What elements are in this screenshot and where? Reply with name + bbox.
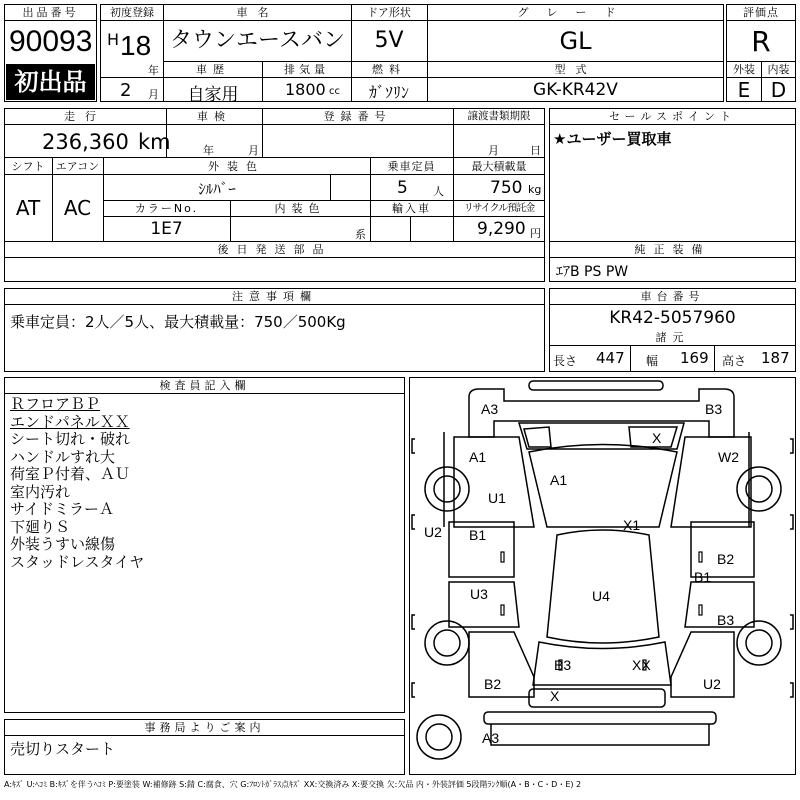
chassis-value: KR42-5057960 — [609, 308, 736, 328]
car-name-value: タウンエースバン — [170, 28, 345, 53]
exterior-color-label: 外装色 — [104, 159, 369, 174]
exterior-grade-label: 外装 — [727, 62, 761, 77]
max-load-unit: kg — [528, 183, 542, 196]
door-label: ドア形状 — [352, 5, 426, 20]
car-outline-drawing — [409, 377, 796, 775]
mark-front-right-corner: B3 — [705, 401, 723, 417]
width-value: 169 — [680, 349, 709, 367]
mileage-value: 236,360 — [42, 130, 129, 154]
mileage-label: 走行 — [5, 109, 165, 124]
mark-cargo-floor: U4 — [592, 588, 610, 604]
length-value: 447 — [596, 349, 625, 367]
equipment-label: 純正装備 — [550, 242, 795, 257]
sales-point-label: セールスポイント — [550, 109, 795, 124]
note-line: 下廻りＳ — [10, 517, 71, 536]
registration-year-unit: 年 — [148, 64, 159, 77]
door-value: 5V — [374, 28, 404, 53]
mark-right-door: B2 — [717, 551, 735, 567]
model-code-label: 型式 — [428, 62, 723, 77]
mileage-unit: km — [138, 130, 171, 154]
registration-label: 初度登録 — [101, 5, 163, 20]
displacement-label: 排気量 — [263, 62, 350, 77]
recycle-unit: 円 — [530, 227, 541, 240]
equipment-value: ｴｱB PS PW — [556, 264, 629, 280]
office-value: 売切りスタート — [10, 740, 116, 758]
office-label: 事務局よりご案内 — [5, 720, 404, 735]
caution-value: 乗車定員：2人／5人、最大積載量：750／500Kg — [10, 313, 346, 331]
score-label: 評価点 — [727, 5, 795, 20]
grade-label: グレード — [428, 5, 723, 20]
mark-rear-left-quarter: B2 — [484, 676, 502, 692]
transfer-month-unit: 月 — [488, 144, 499, 157]
history-label: 車歴 — [165, 62, 261, 77]
displacement-value: 1800 — [285, 80, 326, 99]
mark-windshield-right: X — [652, 430, 662, 446]
interior-grade-value: D — [770, 78, 787, 102]
damage-legend: A:ｷｽﾞ U:ﾍｺﾐ B:ｷｽﾞを伴うﾍｺﾐ P:要塗装 W:補修跡 S:錆 C:腐食、穴 G:ﾌﾛﾝﾄｶﾞﾗｽ点ｷｽﾞ XX:交換済み X:要交換 欠:欠品 内・外装評価 5段階ﾗﾝｸ順(A・B・C・D・E) 2 — [4, 780, 582, 789]
note-line: シート切れ・破れ — [10, 430, 131, 448]
shift-label: シフト — [5, 159, 51, 174]
transfer-docs-label: 譲渡書類期限 — [454, 109, 544, 124]
note-line: 外装うすい線傷 — [10, 535, 116, 553]
mark-roof-rear: X1 — [623, 517, 641, 533]
mark-right-fender: W2 — [718, 449, 739, 465]
registration-month: 2 — [120, 80, 132, 101]
score-value: R — [751, 25, 771, 58]
exterior-grade-value: E — [737, 78, 751, 102]
inspection-month-unit: 月 — [248, 144, 259, 157]
mark-rear-left-panel: B3 — [554, 657, 572, 673]
color-no-label: カラーNo. — [104, 201, 229, 216]
mark-front-left-corner: A3 — [481, 401, 499, 417]
reg-number-label: 登録番号 — [263, 109, 452, 124]
car-name-label: 車名 — [165, 5, 350, 20]
mark-left-fender: A1 — [469, 449, 487, 465]
note-line: 室内汚れ — [10, 482, 71, 501]
color-no-value: 1E7 — [150, 219, 183, 239]
import-label: 輸入車 — [371, 201, 452, 216]
exterior-color-value: ｼﾙﾊﾞｰ — [198, 180, 236, 198]
caution-label: 注意事項欄 — [5, 289, 544, 304]
fuel-label: 燃料 — [352, 62, 426, 77]
note-line: スタッドレスタイヤ — [10, 552, 145, 571]
note-line: ＲフロアＢＰ — [10, 395, 101, 413]
sales-point-value: ★ユーザー買取車 — [553, 130, 672, 148]
interior-color-label: 内装色 — [231, 201, 369, 216]
capacity-label: 乗車定員 — [371, 159, 452, 174]
mark-rear-right-panel: XX — [632, 657, 651, 673]
grade-value: GL — [559, 27, 592, 55]
mark-rear-bumper: X — [550, 688, 560, 704]
lot-number: 90093 — [9, 25, 93, 58]
inspection-label: 車検 — [167, 109, 261, 124]
aircon-label: エアコン — [53, 159, 102, 174]
width-label: 幅 — [646, 354, 659, 368]
interior-grade-label: 内装 — [762, 62, 795, 77]
inspection-year-unit: 年 — [203, 144, 214, 157]
shift-value: AT — [15, 196, 41, 220]
mark-right-rear-door: B3 — [717, 612, 735, 628]
mark-rear-right-quarter: U2 — [703, 676, 721, 692]
note-line: サイドミラーＡ — [10, 500, 114, 518]
capacity-unit: 人 — [433, 185, 444, 198]
aircon-value: AC — [63, 196, 92, 220]
history-value: 自家用 — [187, 85, 239, 105]
max-load-value: 750 — [490, 178, 523, 198]
registration-year: 18 — [120, 30, 152, 61]
dimensions-label: 諸元 — [550, 330, 795, 345]
fuel-value: ｶﾞｿﾘﾝ — [368, 83, 409, 102]
capacity-value: 5 — [397, 178, 408, 198]
length-label: 長さ — [553, 354, 578, 368]
chassis-label: 車台番号 — [550, 289, 795, 304]
note-line: 荷室Ｐ付着、ＡＵ — [10, 465, 131, 483]
model-code-value: GK-KR42V — [533, 80, 618, 100]
lot-label: 出品番号 — [5, 5, 96, 20]
mark-right-sill: B1 — [694, 569, 712, 585]
displacement-unit: cc — [329, 86, 340, 97]
height-label: 高さ — [722, 354, 747, 368]
note-line: ハンドルすれ大 — [10, 447, 116, 466]
registration-month-unit: 月 — [148, 88, 159, 101]
transfer-day-unit: 日 — [530, 144, 541, 157]
inspector-notes — [10, 396, 400, 571]
max-load-label: 最大積載量 — [454, 159, 544, 174]
interior-color-unit: 系 — [355, 228, 366, 241]
registration-era: H — [107, 30, 120, 49]
mark-left-rear-door: U3 — [470, 586, 488, 602]
recycle-label: リサイクル預託金 — [454, 201, 544, 216]
first-listing-label: 初出品 — [14, 68, 87, 96]
mark-left-door: B1 — [469, 527, 487, 543]
mark-left-door-front: U1 — [488, 490, 506, 506]
note-line: エンドパネルＸＸ — [10, 412, 130, 431]
recycle-value: 9,290 — [477, 219, 526, 239]
later-parts-label: 後日発送部品 — [5, 242, 544, 257]
height-value: 187 — [761, 349, 790, 367]
inspector-label: 検査員記入欄 — [5, 378, 404, 393]
mark-rear-bumper-lower: A3 — [482, 730, 500, 746]
mark-left-side: U2 — [424, 524, 442, 540]
mark-roof: A1 — [550, 472, 568, 488]
